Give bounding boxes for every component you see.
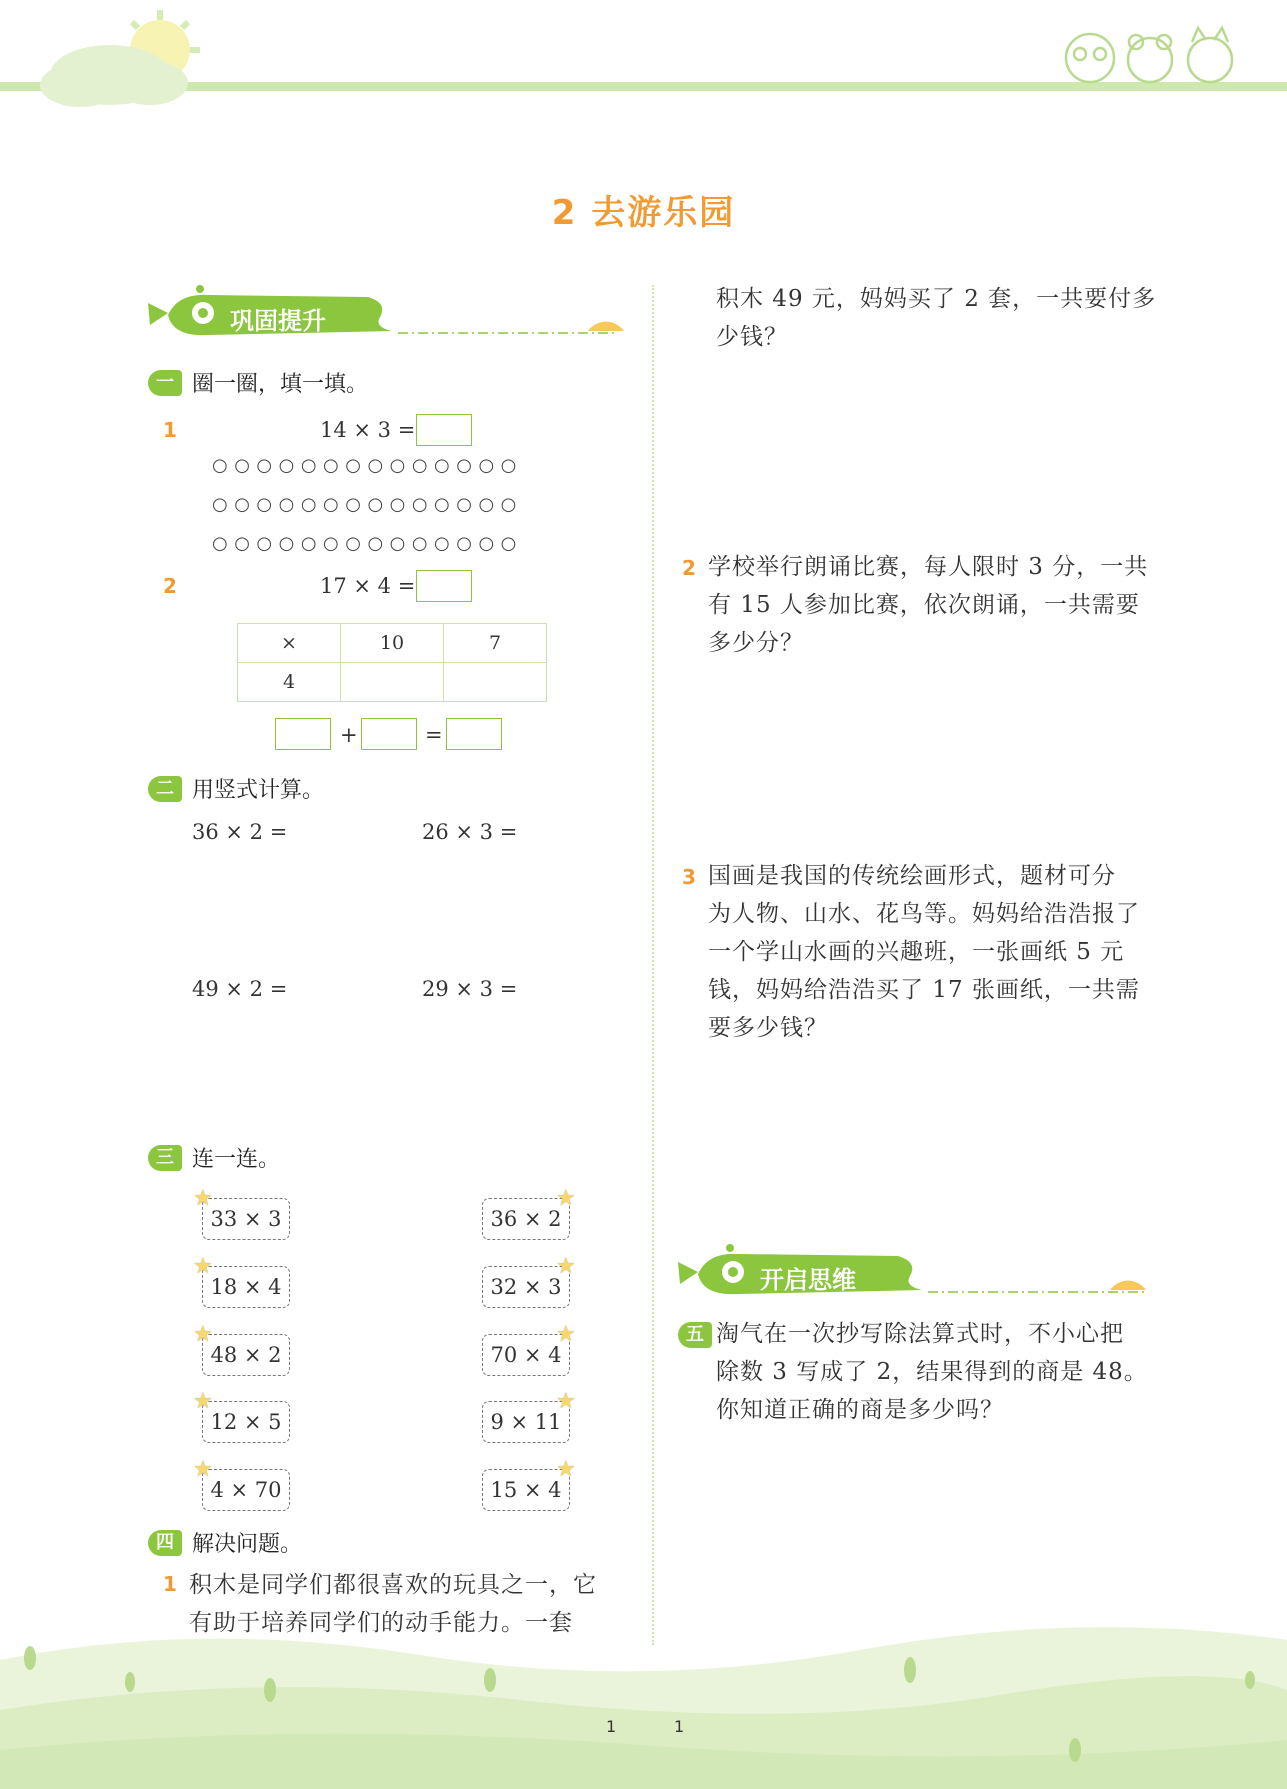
banner-consolidate — [148, 285, 628, 345]
calc-expr-2: 26 × 3 = — [422, 820, 518, 844]
sum-box-3[interactable] — [446, 718, 502, 750]
problem-3-line: 要多少钱？ — [708, 1015, 828, 1041]
match-card-right-1[interactable]: 36 × 2 — [482, 1198, 570, 1240]
problem-3-line: 钱，妈妈给浩浩买了 17 张画纸，一共需 — [708, 977, 1140, 1003]
star-icon: ★ — [556, 1389, 576, 1414]
match-card-right-4[interactable]: 9 × 11 — [482, 1401, 570, 1443]
section-4-heading — [148, 1527, 302, 1558]
section-2-badge: 二 — [148, 776, 182, 802]
star-icon: ★ — [193, 1254, 213, 1279]
circle-row-3[interactable]: ○○○○○○○○○○○○○○ — [212, 533, 523, 554]
section-1-heading — [148, 367, 368, 398]
section-2-title: 用竖式计算。 — [192, 778, 325, 803]
match-card-right-3[interactable]: 70 × 4 — [482, 1334, 570, 1376]
section-3-heading — [148, 1142, 280, 1173]
section-5-line: 淘气在一次抄写除法算式时，不小心把 — [716, 1321, 1124, 1347]
table-header-op: × — [238, 624, 341, 663]
problem-1-number: 1 — [163, 1572, 177, 1596]
problem-3-number: 3 — [682, 865, 696, 889]
section-3-title: 连一连。 — [192, 1147, 281, 1172]
problem-3-text — [708, 857, 1178, 1047]
section-3-badge: 三 — [148, 1145, 182, 1171]
problem-3-line: 一个学山水画的兴趣班，一张画纸 5 元 — [708, 939, 1125, 965]
star-icon: ★ — [193, 1186, 213, 1211]
match-card-left-4[interactable]: 12 × 5 — [202, 1401, 290, 1443]
calc-expr-3: 49 × 2 = — [192, 977, 288, 1001]
problem-1-line: 少钱？ — [716, 324, 788, 350]
problem-1-line: 有助于培养同学们的动手能力。一套 — [189, 1610, 573, 1636]
whale-banner-icon — [678, 1244, 1158, 1304]
page-title: 2 去游乐园 — [551, 193, 736, 233]
star-icon: ★ — [193, 1457, 213, 1482]
section-4-badge: 四 — [148, 1530, 182, 1556]
star-icon: ★ — [556, 1186, 576, 1211]
problem-2-text — [708, 548, 1178, 662]
match-card-right-2[interactable]: 32 × 3 — [482, 1266, 570, 1308]
page-number-left: 1 — [606, 1717, 617, 1736]
star-icon: ★ — [193, 1389, 213, 1414]
section-5-line: 你知道正确的商是多少吗？ — [716, 1397, 1004, 1423]
q1-expression: 14 × 3 = — [320, 418, 416, 442]
star-icon: ★ — [556, 1457, 576, 1482]
star-icon: ★ — [193, 1322, 213, 1347]
sum-box-1[interactable] — [275, 718, 331, 750]
table-cell-blank-1[interactable] — [341, 663, 444, 702]
section-1-title: 圈一圈，填一填。 — [192, 372, 369, 397]
match-card-left-1[interactable]: 33 × 3 — [202, 1198, 290, 1240]
circle-row-2[interactable]: ○○○○○○○○○○○○○○ — [212, 494, 523, 515]
problem-2-line: 有 15 人参加比赛，依次朗诵，一共需要 — [708, 592, 1140, 618]
table-header-10: 10 — [341, 624, 444, 663]
star-icon: ★ — [556, 1254, 576, 1279]
problem-1-continued — [716, 280, 1176, 356]
hills-decoration-icon — [0, 1600, 1287, 1789]
table-header-7: 7 — [444, 624, 547, 663]
equals-sign: = — [425, 723, 443, 747]
problem-2-number: 2 — [682, 556, 696, 580]
section-4-title: 解决问题。 — [192, 1532, 303, 1557]
q2-expression: 17 × 4 = — [320, 574, 416, 598]
problem-1-line: 积木是同学们都很喜欢的玩具之一，它 — [189, 1572, 597, 1598]
sum-box-2[interactable] — [361, 718, 417, 750]
banner-thinking — [678, 1244, 1158, 1304]
calc-expr-4: 29 × 3 = — [422, 977, 518, 1001]
section-1-badge: 一 — [148, 370, 182, 396]
section-5-badge: 五 — [678, 1322, 712, 1348]
match-card-right-5[interactable]: 15 × 4 — [482, 1469, 570, 1511]
match-card-left-3[interactable]: 48 × 2 — [202, 1334, 290, 1376]
banner-left-text: 巩固提升 — [230, 307, 326, 335]
banner-right-text: 开启思维 — [760, 1266, 856, 1294]
table-cell-blank-2[interactable] — [444, 663, 547, 702]
plus-sign: + — [340, 723, 358, 747]
q2-number: 2 — [163, 574, 177, 598]
column-divider — [652, 285, 654, 1645]
q1-answer-box[interactable] — [416, 414, 472, 446]
problem-3-line: 国画是我国的传统绘画形式，题材可分 — [708, 863, 1116, 889]
section-5-line: 除数 3 写成了 2，结果得到的商是 48。 — [716, 1359, 1148, 1385]
multiplication-table — [237, 623, 547, 702]
whale-banner-icon — [148, 285, 628, 345]
circle-row-1[interactable]: ○○○○○○○○○○○○○○ — [212, 455, 523, 476]
section-2-heading — [148, 773, 324, 804]
q1-number: 1 — [163, 418, 177, 442]
table-row-4: 4 — [238, 663, 341, 702]
match-card-left-5[interactable]: 4 × 70 — [202, 1469, 290, 1511]
animals-icon — [1050, 20, 1260, 90]
sun-cloud-icon — [20, 5, 210, 115]
problem-3-line: 为人物、山水、花鸟等。妈妈给浩浩报了 — [708, 901, 1140, 927]
q2-answer-box[interactable] — [416, 570, 472, 602]
problem-2-line: 学校举行朗诵比赛，每人限时 3 分，一共 — [708, 554, 1149, 580]
problem-1-line: 积木 49 元，妈妈买了 2 套，一共要付多 — [716, 286, 1157, 312]
match-card-left-2[interactable]: 18 × 4 — [202, 1266, 290, 1308]
section-5-text — [716, 1315, 1176, 1429]
problem-2-line: 多少分？ — [708, 630, 804, 656]
page-number-right: 1 — [674, 1717, 685, 1736]
calc-expr-1: 36 × 2 = — [192, 820, 288, 844]
star-icon: ★ — [556, 1322, 576, 1347]
